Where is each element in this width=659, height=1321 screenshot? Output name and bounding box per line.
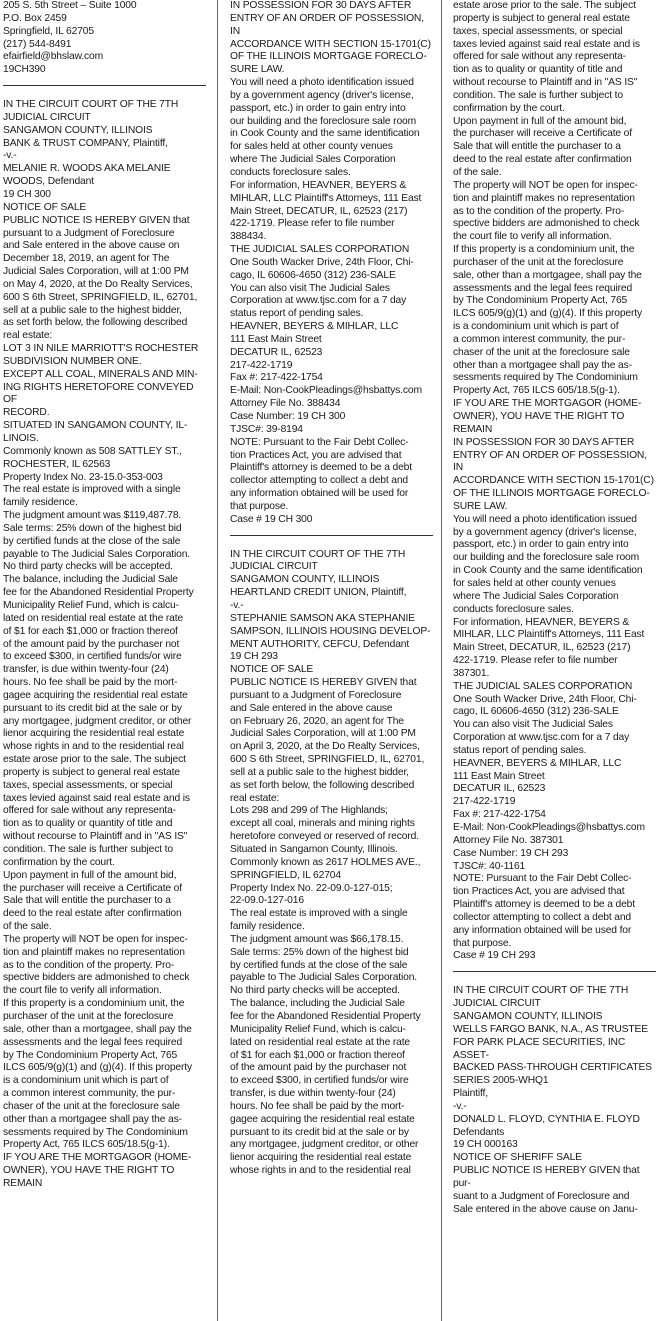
spacer bbox=[3, 86, 206, 99]
text-line: conducts foreclosure sales. bbox=[230, 166, 351, 178]
text-line: You will need a photo identification issued bbox=[230, 77, 414, 89]
text-line: deed to the real estate after confirmation bbox=[453, 154, 632, 166]
text-line: Sale terms: 25% down of the highest bid bbox=[3, 522, 182, 534]
text-line: of $1 for each $1,000 or fraction thereof bbox=[230, 1049, 405, 1061]
text-line: WELLS FARGO BANK, N.A., AS TRUSTEE bbox=[453, 1023, 648, 1035]
text-line: Fax #: 217-422-1754 bbox=[453, 809, 546, 821]
text-line: as to the condition of the property. Pro- bbox=[3, 959, 175, 971]
text-line: The real estate is improved with a single bbox=[230, 908, 408, 920]
text-line: of the sale. bbox=[3, 921, 52, 933]
text-line: One South Wacker Drive, 24th Floor, Chi- bbox=[453, 693, 637, 705]
text-line: EXCEPT ALL COAL, MINERALS AND MIN- bbox=[3, 368, 198, 380]
text-line: confirmation by the court. bbox=[453, 102, 565, 114]
text-line: Sale that will entitle the purchaser to a bbox=[453, 141, 621, 153]
text-line: of the amount paid by the purchaser not bbox=[3, 638, 180, 650]
text-line: for sales held at other county venues bbox=[230, 141, 393, 153]
text-line: Commonly known as 508 SATTLEY ST., bbox=[3, 445, 182, 457]
text-line: offered for sale without any representa- bbox=[3, 805, 176, 817]
text-line: Springfield, IL 62705 bbox=[3, 25, 94, 37]
text-line: The real estate is improved with a single bbox=[3, 484, 181, 496]
text-line: except all coal, minerals and mining rights bbox=[230, 818, 415, 830]
text-line: E-Mail: Non-CookPleadings@hsbattys.com bbox=[230, 385, 422, 397]
text-line: If this property is a condominium unit, the bbox=[3, 998, 185, 1010]
text-line: Main Street, DECATUR, IL, 62523 (217) bbox=[230, 205, 408, 217]
text-line: Plaintiff, bbox=[453, 1088, 488, 1100]
text-line: purchaser of the unit at the foreclosure bbox=[453, 256, 624, 268]
text-line: without recourse to Plaintiff and in "AS IS" bbox=[3, 831, 188, 843]
text-line: Case # 19 CH 300 bbox=[230, 513, 313, 525]
spacer bbox=[453, 972, 656, 985]
text-line: -v.- bbox=[230, 599, 244, 611]
column-1 bbox=[3, 0, 206, 1321]
text-line: confirmation by the court. bbox=[3, 856, 115, 868]
text-line: lienor acquiring the residential real estate bbox=[3, 728, 185, 740]
text-line: without recourse to Plaintiff and in "AS IS" bbox=[453, 77, 638, 89]
text-line: You will need a photo identification issued bbox=[453, 513, 637, 525]
text-line: Property Index No. 23-15.0-353-003 bbox=[3, 471, 163, 483]
text-line: passport, etc.) in order to gain entry into bbox=[230, 102, 406, 114]
text-line: IN THE CIRCUIT COURT OF THE 7TH bbox=[3, 99, 179, 111]
text-line: spective bidders are admonished to check bbox=[453, 218, 640, 230]
text-line: OF THE ILLINOIS MORTGAGE FORECLO- bbox=[230, 51, 427, 63]
text-line: 217-422-1719 bbox=[453, 796, 516, 808]
text-line: IF YOU ARE THE MORTGAGOR (HOME- bbox=[3, 1152, 192, 1164]
text-line: sessments required by The Condominium bbox=[3, 1126, 188, 1138]
text-line: lated on residential real estate at the rate bbox=[230, 1036, 411, 1048]
text-line: P.O. Box 2459 bbox=[3, 12, 67, 24]
text-line: our building and the foreclosure sale room bbox=[453, 552, 640, 564]
text-line: on May 4, 2020, at the Do Realty Services, bbox=[3, 278, 193, 290]
text-line: Judicial Sales Corporation, will at 1:00 PM bbox=[230, 728, 416, 740]
text-line: DECATUR IL, 62523 bbox=[453, 783, 546, 795]
text-line: pursuant to its credit bid at the sale or by bbox=[230, 1126, 409, 1138]
text-line: sell at a public sale to the highest bidder, bbox=[3, 304, 182, 316]
text-line: The balance, including the Judicial Sale bbox=[3, 574, 178, 586]
text-line: SPRINGFIELD, IL 62704 bbox=[230, 869, 341, 881]
text-line: a common interest community, the pur- bbox=[453, 333, 626, 345]
text-line: transfer, is due within twenty-four (24) bbox=[3, 664, 169, 676]
text-line: NOTICE OF SALE bbox=[3, 201, 87, 213]
text-line: MIHLAR, LLC Plaintiff's Attorneys, 111 East bbox=[230, 192, 422, 204]
text-line: SITUATED IN SANGAMON COUNTY, IL- bbox=[3, 420, 188, 432]
text-line: JUDICIAL CIRCUIT bbox=[453, 998, 541, 1010]
text-line: property is subject to general real estate bbox=[453, 12, 630, 24]
spacer bbox=[3, 77, 206, 85]
text-line: suant to a Judgment of Foreclosure and bbox=[453, 1190, 630, 1202]
text-line: 111 East Main Street bbox=[230, 333, 322, 345]
text-line: ILCS 605/9(g)(1) and (g)(4). If this property bbox=[3, 1062, 192, 1074]
text-line: for sales held at other county venues bbox=[453, 577, 616, 589]
text-line: 422-1719. Please refer to file number bbox=[230, 218, 395, 230]
text-line: Sale entered in the above cause on Janu- bbox=[453, 1203, 638, 1215]
text-line: condition. The sale is further subject to bbox=[453, 89, 623, 101]
column-3 bbox=[453, 0, 656, 1321]
text-line: 600 S 6th Street, SPRINGFIELD, IL, 62701, bbox=[3, 291, 198, 303]
text-line: conducts foreclosure sales. bbox=[453, 603, 574, 615]
text-line: 111 East Main Street bbox=[453, 770, 545, 782]
text-line: where The Judicial Sales Corporation bbox=[453, 590, 619, 602]
text-line: SUBDIVISION NUMBER ONE. bbox=[3, 355, 142, 367]
text-line: gagee acquiring the residential real estate bbox=[230, 1113, 415, 1125]
text-line: collector attempting to collect a debt and bbox=[230, 475, 409, 487]
text-line: the purchaser will receive a Certificate of bbox=[453, 128, 632, 140]
text-line: Judicial Sales Corporation, will at 1:00 PM bbox=[3, 266, 189, 278]
text-line: December 18, 2019, an agent for The bbox=[3, 253, 170, 265]
column-divider bbox=[441, 0, 442, 1321]
text-line: Sale that will entitle the purchaser to a bbox=[3, 895, 171, 907]
text-line: Defendants bbox=[453, 1126, 505, 1138]
text-line: LOT 3 IN NILE MARRIOTT'S ROCHESTER bbox=[3, 343, 199, 355]
text-line: TJSC#: 40-1161 bbox=[453, 860, 526, 872]
text-line: Property Act, 765 ILCS 605/18.5(g-1). bbox=[3, 1139, 170, 1151]
text-line: fee for the Abandoned Residential Property bbox=[3, 587, 194, 599]
text-line: Property Act, 765 ILCS 605/18.5(g-1). bbox=[453, 385, 620, 397]
text-line: NOTICE OF SALE bbox=[230, 664, 314, 676]
text-line: SANGAMON COUNTY, ILLINOIS bbox=[453, 1010, 603, 1022]
text-line: by certified funds at the close of the sale bbox=[3, 535, 181, 547]
text-line: sessments required by The Condominium bbox=[453, 372, 638, 384]
text-line: NOTE: Pursuant to the Fair Debt Collec- bbox=[453, 873, 632, 885]
text-line: Corporation at www.tjsc.com for a 7 day bbox=[453, 732, 630, 744]
text-line: SANGAMON COUNTY, ILLINOIS bbox=[230, 574, 380, 586]
text-line: HEARTLAND CREDIT UNION, Plaintiff, bbox=[230, 587, 407, 599]
text-line: OWNER), YOU HAVE THE RIGHT TO REMAIN bbox=[453, 411, 625, 435]
text-line: ACCORDANCE WITH SECTION 15-1701(C) bbox=[453, 475, 654, 487]
text-line: No third party checks will be accepted. bbox=[230, 985, 400, 997]
text-line: If this property is a condominium unit, the bbox=[453, 244, 635, 256]
text-line: Plaintiff's attorney is deemed to be a debt bbox=[453, 899, 635, 911]
text-line: heretofore conveyed or reserved of record. bbox=[230, 831, 419, 843]
text-line: and Sale entered in the above cause on bbox=[3, 240, 180, 252]
text-line: Upon payment in full of the amount bid, bbox=[3, 869, 177, 881]
text-line: family residence. bbox=[3, 497, 78, 509]
text-line: BANK & TRUST COMPANY, Plaintiff, bbox=[3, 137, 168, 149]
text-line: as set forth below, the following described bbox=[3, 317, 188, 329]
text-line: Plaintiff's attorney is deemed to be a debt bbox=[230, 462, 412, 474]
text-line: as set forth below, the following described bbox=[230, 779, 415, 791]
text-line: IN POSSESSION FOR 30 DAYS AFTER bbox=[453, 436, 635, 448]
text-line: as to the condition of the property. Pro- bbox=[453, 205, 625, 217]
text-line: the purchaser will receive a Certificate of bbox=[3, 882, 182, 894]
text-line: is a condominium unit which is part of bbox=[3, 1075, 169, 1087]
text-line: ENTRY OF AN ORDER OF POSSESSION, IN bbox=[453, 449, 647, 474]
text-line: Main Street, DECATUR, IL, 62523 (217) bbox=[453, 642, 631, 654]
text-line: Municipality Relief Fund, which is calcu- bbox=[230, 1023, 406, 1035]
text-line: 387301. bbox=[453, 667, 490, 679]
text-line: Corporation at www.tjsc.com for a 7 day bbox=[230, 295, 407, 307]
text-line: payable to The Judicial Sales Corporation. bbox=[230, 972, 417, 984]
text-line: property is subject to general real estate bbox=[3, 766, 180, 778]
text-line: IN THE CIRCUIT COURT OF THE 7TH bbox=[230, 548, 406, 560]
text-line: NOTE: Pursuant to the Fair Debt Collec- bbox=[230, 436, 409, 448]
text-line: any information obtained will be used for bbox=[453, 924, 632, 936]
text-line: Attorney File No. 388434 bbox=[230, 398, 341, 410]
text-line: 600 S 6th Street, SPRINGFIELD, IL, 62701, bbox=[230, 754, 425, 766]
text-line: taxes, special assessments, or special bbox=[453, 25, 623, 37]
text-line: SERIES 2005-WHQ1 bbox=[453, 1075, 549, 1087]
text-line: Sale terms: 25% down of the highest bid bbox=[230, 946, 409, 958]
text-line: SANGAMON COUNTY, ILLINOIS bbox=[3, 124, 153, 136]
text-line: by a government agency (driver's license, bbox=[230, 89, 414, 101]
text-line: Case # 19 CH 293 bbox=[453, 950, 536, 962]
text-line: any information obtained will be used for bbox=[230, 488, 409, 500]
spacer bbox=[453, 963, 656, 971]
text-line: 422-1719. Please refer to file number bbox=[453, 655, 618, 667]
text-line: lated on residential real estate at the rate bbox=[3, 612, 184, 624]
text-line: LINOIS. bbox=[3, 433, 39, 444]
text-line: 388434. bbox=[230, 231, 267, 243]
text-line: (217) 544-8491 bbox=[3, 38, 72, 50]
text-line: family residence. bbox=[230, 921, 305, 933]
text-line: 19 CH 293 bbox=[230, 651, 278, 663]
text-line: any mortgagee, judgment creditor, or other bbox=[3, 715, 192, 727]
text-line: tion as to quality or quantity of title and bbox=[453, 64, 623, 76]
text-line: tion Practices Act, you are advised that bbox=[230, 449, 402, 461]
text-line: hours. No fee shall be paid by the mort- bbox=[230, 1100, 405, 1112]
text-line: chaser of the unit at the foreclosure sale bbox=[3, 1100, 180, 1112]
text-line: assessments and the legal fees required bbox=[3, 1036, 183, 1048]
text-line: sell at a public sale to the highest bidder, bbox=[230, 766, 409, 778]
text-line: of $1 for each $1,000 or fraction thereof bbox=[3, 625, 178, 637]
text-line: the court file to verify all information. bbox=[453, 231, 612, 243]
text-line: status report of pending sales. bbox=[453, 744, 587, 756]
text-line: ROCHESTER, IL 62563 bbox=[3, 458, 111, 470]
text-line: 19 CH 300 bbox=[3, 188, 51, 200]
text-line: IF YOU ARE THE MORTGAGOR (HOME- bbox=[453, 398, 642, 410]
text-line: IN THE CIRCUIT COURT OF THE 7TH bbox=[453, 985, 629, 997]
text-line: by a government agency (driver's license, bbox=[453, 526, 637, 538]
text-line: Situated in Sangamon County, Illinois. bbox=[230, 844, 398, 855]
text-line: efairfield@bhslaw.com bbox=[3, 51, 104, 63]
text-line: NOTICE OF SHERIFF SALE bbox=[453, 1152, 582, 1164]
text-line: The judgment amount was $119,487.78. bbox=[3, 510, 182, 522]
text-line: passport, etc.) in order to gain entry into bbox=[453, 539, 629, 551]
text-line: MIHLAR, LLC Plaintiff's Attorneys, 111 East bbox=[453, 629, 645, 641]
text-line: other than a mortgagee shall pay the as- bbox=[3, 1113, 182, 1125]
text-line: HEAVNER, BEYERS & MIHLAR, LLC bbox=[230, 321, 399, 333]
text-line: ACCORDANCE WITH SECTION 15-1701(C) bbox=[230, 38, 431, 50]
text-line: pursuant to a Judgment of Foreclosure bbox=[3, 227, 175, 239]
text-line: The property will NOT be open for inspec- bbox=[3, 933, 188, 945]
text-line: PUBLIC NOTICE IS HEREBY GIVEN that bbox=[230, 677, 417, 689]
text-line: 22-09.0-127-016 bbox=[230, 895, 304, 907]
column-2 bbox=[230, 0, 433, 1321]
text-line: 205 S. 5th Street – Suite 1000 bbox=[3, 0, 137, 11]
text-line: hours. No fee shall be paid by the mort- bbox=[3, 677, 178, 689]
text-line: to exceed $300, in certified funds/or wire bbox=[230, 1075, 409, 1087]
text-line: by The Condominium Property Act, 765 bbox=[3, 1049, 178, 1061]
text-line: offered for sale without any representa- bbox=[453, 51, 626, 63]
text-line: estate arose prior to the sale. The subject bbox=[3, 754, 186, 766]
text-line: chaser of the unit at the foreclosure sale bbox=[453, 346, 630, 358]
text-line: 217-422-1719 bbox=[230, 359, 293, 371]
text-line: Commonly known as 2617 HOLMES AVE., bbox=[230, 856, 421, 868]
text-line: OWNER), YOU HAVE THE RIGHT TO REMAIN bbox=[3, 1165, 175, 1189]
text-line: sale, other than a mortgagee, shall pay the bbox=[453, 269, 642, 281]
text-line: spective bidders are admonished to check bbox=[3, 972, 190, 984]
text-line: SAMPSON, ILLINOIS HOUSING DEVELOP- bbox=[230, 625, 431, 637]
text-line: and Sale entered in the above cause bbox=[230, 702, 393, 714]
text-line: E-Mail: Non-CookPleadings@hsbattys.com bbox=[453, 822, 645, 833]
text-line: in Cook County and the same identification bbox=[453, 565, 643, 577]
text-line: OF THE ILLINOIS MORTGAGE FORECLO- bbox=[453, 488, 650, 500]
text-line: cago, IL 60606-4650 (312) 236-SALE bbox=[453, 706, 619, 718]
text-line: The property will NOT be open for inspec- bbox=[453, 179, 638, 191]
text-line: The balance, including the Judicial Sale bbox=[230, 998, 405, 1010]
text-line: Lots 298 and 299 of The Highlands; bbox=[230, 805, 388, 817]
text-line: fee for the Abandoned Residential Property bbox=[230, 1010, 421, 1022]
text-line: MENT AUTHORITY, CEFCU, Defendant bbox=[230, 638, 410, 650]
text-line: status report of pending sales. bbox=[230, 308, 364, 320]
text-line: whose rights in and to the residential real bbox=[3, 741, 184, 753]
text-line: WOODS, Defendant bbox=[3, 176, 94, 188]
text-line: lienor acquiring the residential real estate bbox=[230, 1152, 412, 1164]
text-line: For information, HEAVNER, BEYERS & bbox=[230, 179, 407, 191]
text-line: transfer, is due within twenty-four (24) bbox=[230, 1088, 396, 1100]
text-line: that purpose. bbox=[453, 937, 512, 949]
text-line: pursuant to a Judgment of Foreclosure bbox=[230, 689, 402, 701]
text-line: assessments and the legal fees required bbox=[453, 282, 633, 294]
text-line: real estate: bbox=[230, 792, 280, 804]
text-line: Fax #: 217-422-1754 bbox=[230, 372, 323, 384]
column-divider bbox=[217, 0, 218, 1321]
text-line: SURE LAW. bbox=[230, 64, 285, 76]
text-line: Attorney File No. 387301 bbox=[453, 834, 564, 846]
text-line: Case Number: 19 CH 300 bbox=[230, 411, 346, 422]
text-line: ILCS 605/9(g)(1) and (g)(4). If this property bbox=[453, 308, 642, 320]
text-line: to exceed $300, in certified funds/or wire bbox=[3, 651, 182, 663]
text-line: in Cook County and the same identification bbox=[230, 128, 420, 140]
text-line: sale, other than a mortgagee, shall pay the bbox=[3, 1023, 192, 1035]
text-line: payable to The Judicial Sales Corporation. bbox=[3, 548, 190, 560]
text-line: THE JUDICIAL SALES CORPORATION bbox=[453, 680, 633, 692]
text-line: tion Practices Act, you are advised that bbox=[453, 886, 625, 898]
text-line: a common interest community, the pur- bbox=[3, 1088, 176, 1100]
text-line: deed to the real estate after confirmation bbox=[3, 908, 182, 920]
text-line: taxes levied against said real estate and is bbox=[453, 38, 640, 50]
text-line: STEPHANIE SAMSON AKA STEPHANIE bbox=[230, 612, 415, 624]
text-line: For information, HEAVNER, BEYERS & bbox=[453, 616, 630, 628]
text-line: on April 3, 2020, at the Do Realty Services, bbox=[230, 741, 420, 753]
text-line: where The Judicial Sales Corporation bbox=[230, 154, 396, 166]
text-line: 19 CH 000163 bbox=[453, 1139, 518, 1151]
text-line: Upon payment in full of the amount bid, bbox=[453, 115, 627, 127]
text-line: BACKED PASS-THROUGH CERTIFICATES bbox=[453, 1062, 652, 1074]
text-line: of the amount paid by the purchaser not bbox=[230, 1062, 407, 1074]
text-line: by certified funds at the close of the sale bbox=[230, 959, 408, 971]
text-line: cago, IL 60606-4650 (312) 236-SALE bbox=[230, 269, 396, 281]
text-line: taxes levied against said real estate and is bbox=[3, 792, 190, 804]
text-line: tion and plaintiff makes no representation bbox=[3, 946, 185, 958]
text-line: collector attempting to collect a debt and bbox=[453, 911, 632, 923]
text-line: PUBLIC NOTICE IS HEREBY GIVEN that bbox=[3, 214, 190, 226]
text-line: gagee acquiring the residential real estate bbox=[3, 689, 188, 701]
text-line: DONALD L. FLOYD, CYNTHIA E. FLOYD bbox=[453, 1113, 640, 1125]
text-line: Case Number: 19 CH 293 bbox=[453, 847, 569, 859]
text-line: -v.- bbox=[453, 1100, 467, 1112]
spacer bbox=[230, 536, 433, 549]
text-line: -v.- bbox=[3, 150, 17, 162]
text-line: tion as to quality or quantity of title and bbox=[3, 818, 173, 830]
text-line: THE JUDICIAL SALES CORPORATION bbox=[230, 244, 410, 256]
text-line: DECATUR IL, 62523 bbox=[230, 346, 323, 358]
text-line: MELANIE R. WOODS AKA MELANIE bbox=[3, 163, 171, 175]
text-line: JUDICIAL CIRCUIT bbox=[3, 111, 91, 123]
text-line: TJSC#: 39-8194 bbox=[230, 423, 303, 435]
text-line: JUDICIAL CIRCUIT bbox=[230, 561, 318, 573]
text-line: whose rights in and to the residential real bbox=[230, 1165, 411, 1177]
text-line: Municipality Relief Fund, which is calcu- bbox=[3, 599, 179, 611]
text-line: purchaser of the unit at the foreclosure bbox=[3, 1010, 174, 1022]
text-line: our building and the foreclosure sale room bbox=[230, 115, 417, 127]
text-line: You can also visit The Judicial Sales bbox=[453, 719, 613, 731]
spacer bbox=[230, 527, 433, 535]
text-line: is a condominium unit which is part of bbox=[453, 321, 619, 333]
text-line: One South Wacker Drive, 24th Floor, Chi- bbox=[230, 256, 414, 268]
text-line: PUBLIC NOTICE IS HEREBY GIVEN that pur- bbox=[453, 1165, 640, 1189]
text-line: No third party checks will be accepted. bbox=[3, 561, 173, 573]
text-line: ENTRY OF AN ORDER OF POSSESSION, IN bbox=[230, 12, 424, 37]
text-line: Property Index No. 22-09.0-127-015; bbox=[230, 882, 393, 894]
text-line: pursuant to its credit bid at the sale or by bbox=[3, 702, 182, 714]
text-line: of the sale. bbox=[453, 166, 502, 178]
text-line: tion and plaintiff makes no representation bbox=[453, 192, 635, 204]
text-line: by The Condominium Property Act, 765 bbox=[453, 295, 628, 307]
text-line: ING RIGHTS HERETOFORE CONVEYED OF bbox=[3, 381, 194, 406]
text-line: that purpose. bbox=[230, 500, 289, 512]
text-line: The judgment amount was $66,178.15. bbox=[230, 933, 404, 945]
text-line: estate arose prior to the sale. The subject bbox=[453, 0, 636, 11]
text-line: RECORD. bbox=[3, 407, 50, 419]
text-line: real estate: bbox=[3, 330, 53, 342]
text-line: FOR PARK PLACE SECURITIES, INC ASSET- bbox=[453, 1036, 626, 1061]
text-line: IN POSSESSION FOR 30 DAYS AFTER bbox=[230, 0, 412, 11]
text-line: 19CH390 bbox=[3, 64, 46, 76]
text-line: other than a mortgagee shall pay the as- bbox=[453, 359, 632, 371]
text-line: taxes, special assessments, or special bbox=[3, 779, 173, 791]
text-line: HEAVNER, BEYERS & MIHLAR, LLC bbox=[453, 757, 622, 769]
text-line: on February 26, 2020, an agent for The bbox=[230, 715, 404, 727]
text-line: condition. The sale is further subject to bbox=[3, 844, 173, 855]
text-line: the court file to verify all information. bbox=[3, 985, 162, 997]
text-line: SURE LAW. bbox=[453, 500, 508, 512]
text-line: You can also visit The Judicial Sales bbox=[230, 282, 390, 294]
text-line: any mortgagee, judgment creditor, or other bbox=[230, 1139, 419, 1151]
